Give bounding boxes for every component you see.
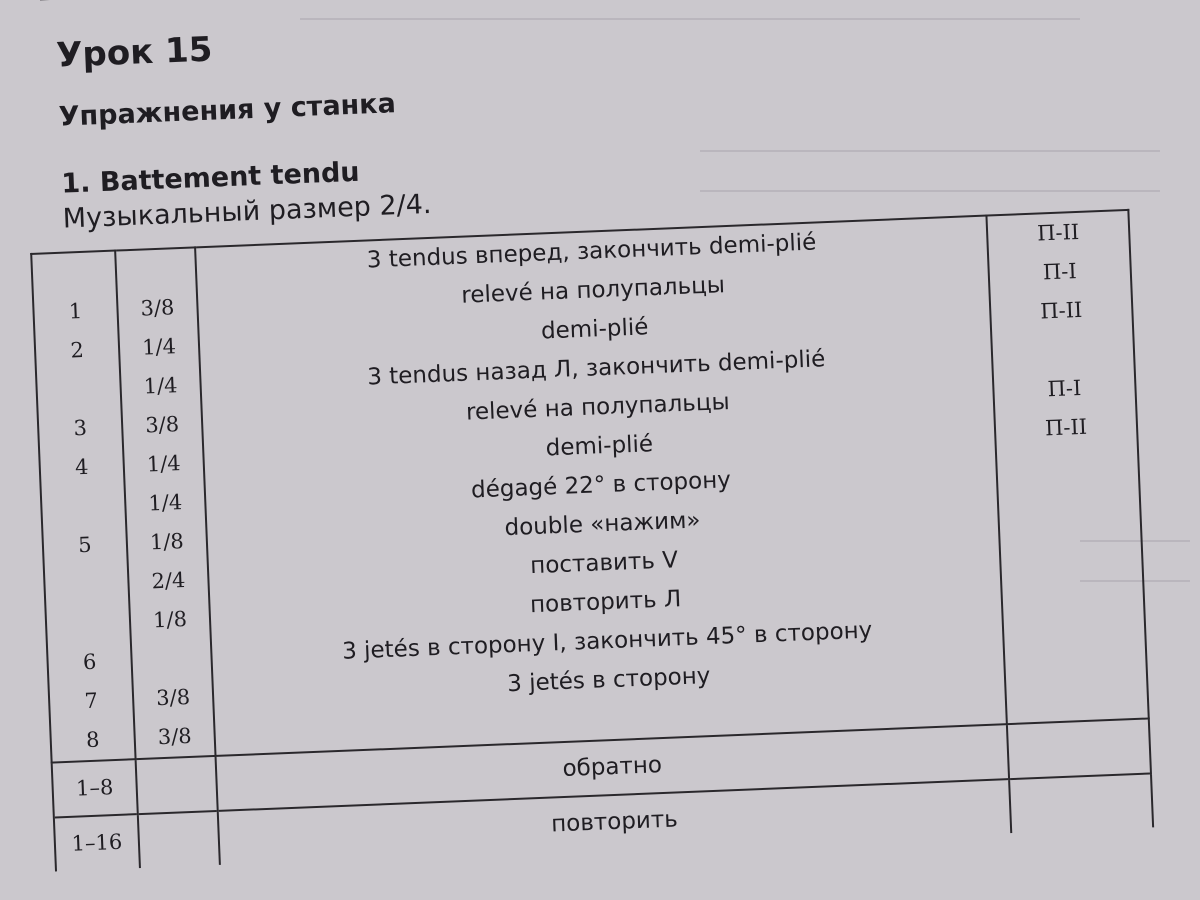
exercise-table <box>30 209 1154 872</box>
movement-cell: double «нажим» <box>504 507 701 542</box>
position-cell: П-II <box>1036 219 1080 246</box>
movement-cell: relevé на полупальцы <box>460 272 726 309</box>
count-cell: 3/8 <box>140 295 175 321</box>
position-cell <box>1005 640 1146 685</box>
count-cell: 1/8 <box>149 529 185 555</box>
movement-cell: 3 tendus вперед, закончить demi-plié <box>366 229 817 274</box>
count-cell <box>116 248 196 290</box>
count-cell: 3/8 <box>144 412 180 438</box>
section-title: Упражнения у станка <box>58 88 397 133</box>
position-cell: П-I <box>1042 259 1078 285</box>
bar-cell: 1–16 <box>54 814 140 871</box>
bar-cell <box>45 563 128 605</box>
position-cell <box>1007 718 1151 779</box>
count-cell <box>138 811 220 868</box>
music-size: Музыкальный размер 2/4. <box>62 188 433 235</box>
count-cell: 1/4 <box>147 490 183 516</box>
lesson-title: Урок 15 <box>55 29 214 76</box>
movement-column <box>195 216 1007 756</box>
bar-cell: 3 <box>73 415 88 441</box>
count-cell: 3/8 <box>155 684 191 711</box>
movement-cell: повторить <box>218 779 1012 865</box>
movement-cell: 3 tendus назад Л, закончить demi-plié <box>366 346 826 391</box>
movement-cell: поставить V <box>529 547 679 580</box>
bar-cell: 5 <box>77 532 93 558</box>
position-column <box>986 210 1148 724</box>
movement-cell: повторить Л <box>529 586 682 619</box>
position-cell <box>1009 773 1153 833</box>
bar-cell: 1–8 <box>52 759 138 817</box>
movement-cell: 3 jetés в сторону <box>506 663 711 698</box>
position-cell <box>1003 601 1144 646</box>
count-cell: 1/4 <box>143 373 178 399</box>
position-cell <box>1006 679 1147 724</box>
position-cell: П-II <box>1039 297 1083 324</box>
position-cell <box>997 445 1138 490</box>
count-cell: 3/8 <box>157 723 193 750</box>
movement-cell: demi-plié <box>540 314 649 345</box>
position-cell <box>992 328 1133 373</box>
bar-cell: 8 <box>85 727 100 753</box>
bar-cell: 6 <box>82 649 97 675</box>
count-cell: 1/8 <box>152 607 188 633</box>
exercise-title: 1. Battement tendu <box>60 156 361 200</box>
exercise-table-body <box>31 210 1149 763</box>
count-cell: 1/4 <box>146 451 182 477</box>
bar-cell <box>32 252 115 294</box>
position-cell <box>998 484 1139 529</box>
bar-cell: 1 <box>68 298 83 324</box>
count-cell <box>132 638 212 680</box>
count-cell: 1/4 <box>141 334 177 360</box>
position-cell <box>1002 562 1143 607</box>
bar-cell <box>37 369 120 411</box>
movement-cell: обратно <box>216 724 1010 811</box>
movement-cell: dégagé 22° в сторону <box>470 467 732 504</box>
movement-cell: relevé на полупальцы <box>465 389 731 426</box>
bar-cell: 2 <box>69 337 85 363</box>
bar-cell <box>42 485 125 527</box>
count-cell <box>136 756 218 814</box>
movement-cell: 3 jetés в сторону I, закончить 45° в сторону <box>341 617 873 665</box>
count-cell: 2/4 <box>151 568 186 594</box>
position-cell: П-II <box>1044 414 1088 441</box>
bar-cell: 4 <box>74 454 89 480</box>
bar-cell <box>46 602 129 644</box>
position-cell: П-I <box>1047 375 1082 402</box>
position-cell <box>1000 523 1141 568</box>
movement-cell: demi-plié <box>545 431 654 462</box>
bar-cell: 7 <box>84 688 99 714</box>
